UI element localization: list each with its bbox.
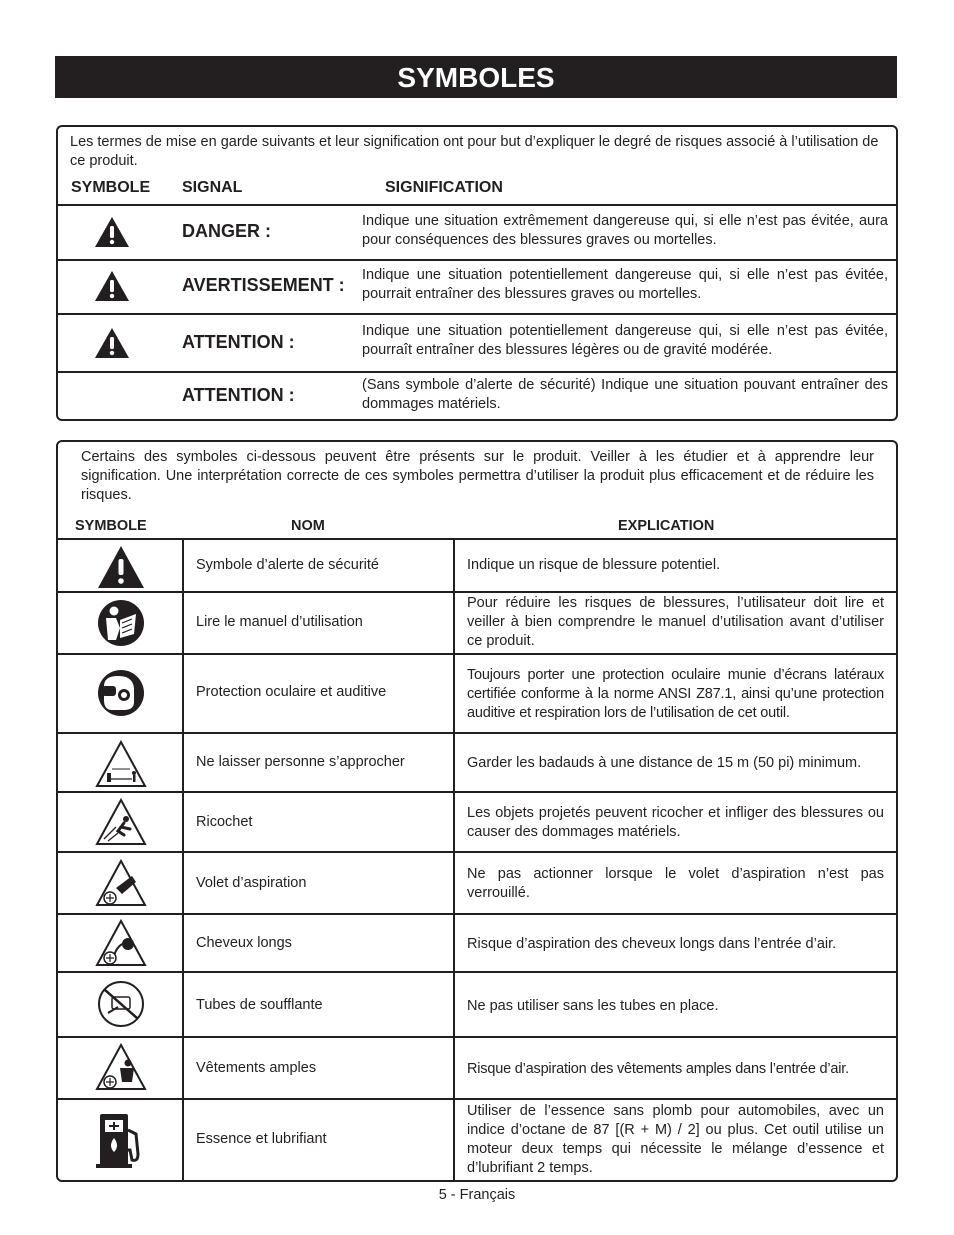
warning-triangle-icon — [94, 270, 130, 302]
loose-clothing-icon — [94, 1042, 148, 1092]
signal-label: DANGER : — [182, 221, 271, 241]
header-symbol: SYMBOLE — [71, 179, 151, 196]
signal-intro: Les termes de mise en garde suivants et leur signification ont pour but d’expliquer le degré de risques associé à l’utilisation de ce produit. — [70, 134, 879, 169]
symbol-row — [58, 1038, 896, 1098]
eye-ear-protection-icon — [94, 668, 148, 718]
symbol-explanation: Pour réduire les risques de blessures, l’utilisateur doit lire et veiller à bien comprendre le manuel d’utilisation avant d’utiliser ce produit. — [467, 595, 884, 649]
symbol-row — [58, 853, 896, 913]
symbols-intro: Certains des symboles ci-dessous peuvent être présents sur le produit. Veiller à les étudier et à apprendre leur signification. Une interprétation correcte de ces symboles permettra d’utiliser la produit plus efficacement et de réduire les risques. — [81, 449, 874, 503]
signal-label: AVERTISSEMENT : — [182, 275, 345, 295]
symbol-row — [58, 1100, 896, 1180]
symbol-name: Ricochet — [196, 814, 253, 830]
signal-row-caution — [58, 315, 896, 370]
header-signal: SIGNAL — [182, 179, 243, 196]
symbol-name: Protection oculaire et auditive — [196, 684, 387, 700]
fuel-pump-icon — [94, 1110, 148, 1170]
signal-description: Indique une situation potentiellement dangereuse qui, si elle n’est pas évitée, pourrait entraîner des blessures graves ou mortelles. — [362, 267, 888, 302]
symbol-name: Symbole d’alerte de sécurité — [196, 557, 379, 573]
symbol-name: Tubes de soufflante — [196, 997, 323, 1013]
keep-bystanders-away-icon — [94, 739, 148, 789]
symbol-name: Vêtements amples — [196, 1060, 317, 1076]
signal-label: ATTENTION : — [182, 385, 295, 405]
header-meaning: SIGNIFICATION — [385, 179, 503, 196]
symbol-row — [58, 593, 896, 653]
page-title: SYMBOLES — [55, 56, 897, 98]
warning-triangle-icon — [94, 327, 130, 359]
symbol-name: Lire le manuel d’utilisation — [196, 614, 363, 630]
read-manual-icon — [94, 598, 148, 648]
symbol-row — [58, 655, 896, 732]
symbol-row — [58, 973, 896, 1036]
signal-description: Indique une situation extrêmement dangereuse qui, si elle n’est pas évitée, aura pour conséquences des blessures graves ou mortelles. — [362, 213, 888, 248]
symbol-explanation: Risque d’aspiration des vêtements amples dans l’entrée d’air. — [467, 1061, 849, 1077]
signal-row-notice — [58, 373, 896, 419]
symbol-row — [58, 734, 896, 791]
header-symbol: SYMBOLE — [75, 518, 147, 534]
header-explanation: EXPLICATION — [618, 518, 715, 534]
symbol-explanation: Toujours porter une protection oculaire munie d’écrans latéraux certifiée conforme à la norme ANSI Z87.1, ainsi qu’une protection auditive et respiration lors de l’utilisation de cet outil. — [467, 667, 884, 721]
signal-label: ATTENTION : — [182, 332, 295, 352]
page-footer: 5 - Français — [438, 1187, 516, 1203]
signal-words-table — [56, 125, 898, 421]
safety-alert-icon — [94, 542, 148, 592]
symbol-row — [58, 540, 896, 591]
long-hair-icon — [94, 918, 148, 968]
signal-description: (Sans symbole d’alerte de sécurité) Indique une situation pouvant entraîner des dommages matériels. — [362, 377, 888, 412]
symbol-name: Ne laisser personne s’approcher — [196, 754, 405, 770]
symbol-name: Cheveux longs — [196, 935, 292, 951]
symbol-explanation: Ne pas utiliser sans les tubes en place. — [467, 998, 719, 1014]
signal-row-warning — [58, 261, 896, 312]
symbol-name: Essence et lubrifiant — [196, 1131, 327, 1147]
symbol-explanation: Risque d’aspiration des cheveux longs dans l’entrée d’air. — [467, 936, 837, 952]
symbol-explanation: Garder les badauds à une distance de 15 m (50 pi) minimum. — [467, 755, 862, 771]
symbol-row — [58, 793, 896, 851]
symbol-row — [58, 915, 896, 971]
symbol-explanation: Ne pas actionner lorsque le volet d’aspiration n’est pas verrouillé. — [467, 866, 884, 901]
vacuum-door-icon — [94, 858, 148, 908]
ricochet-icon — [94, 797, 148, 847]
header-name: NOM — [291, 518, 325, 534]
symbol-explanation: Utiliser de l’essence sans plomb pour automobiles, avec un indice d’octane de 87 [(R + M) / 2] ou plus. Cet outil utilise un moteur deux temps qui nécessite le mélange d’essence et d’lubrifiant 2 temps. — [467, 1103, 884, 1176]
signal-description: Indique une situation potentiellement dangereuse qui, si elle n’est pas évitée, pourraît entraîner des blessures légères ou de gravité modérée. — [362, 323, 888, 358]
symbol-name: Volet d’aspiration — [196, 875, 307, 891]
blower-tubes-icon — [94, 979, 148, 1029]
signal-row-danger — [58, 206, 896, 258]
product-symbols-table — [56, 440, 898, 1182]
symbol-explanation: Indique un risque de blessure potentiel. — [467, 557, 721, 573]
symbol-explanation: Les objets projetés peuvent ricocher et infliger des blessures ou causer des dommages matériels. — [467, 805, 884, 840]
warning-triangle-icon — [94, 216, 130, 248]
